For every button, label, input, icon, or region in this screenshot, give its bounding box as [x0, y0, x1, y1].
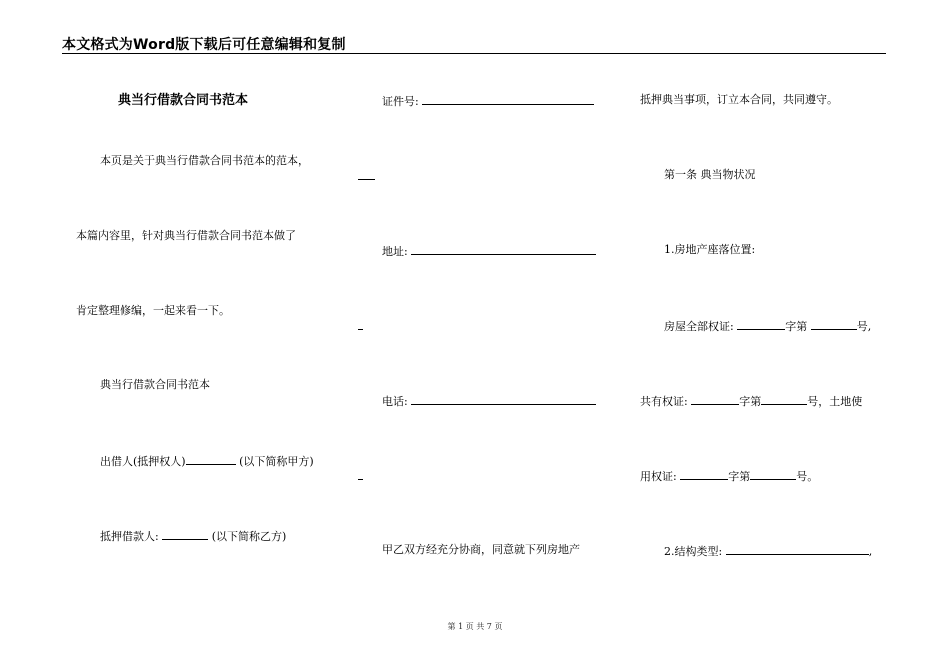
ownership-suffix: 号,	[856, 320, 872, 333]
negotiation-text: 甲乙双方经充分协商，同意就下列房地产	[382, 543, 580, 556]
borrower-line	[100, 528, 286, 544]
phone-blank	[411, 393, 596, 405]
intro-line-1: 本页是关于典当行借款合同书范本的范本，	[100, 154, 309, 167]
structure-type-blank	[726, 543, 869, 555]
coownership-line	[640, 393, 862, 409]
borrower-label: 抵押借款人:	[100, 530, 159, 543]
land-use-blank-1	[680, 468, 728, 480]
ownership-certificate-line	[664, 318, 871, 334]
phone-label: 电话:	[382, 395, 408, 408]
id-number-blank	[422, 93, 594, 105]
phone-line	[382, 393, 596, 409]
lender-label: 出借人(抵押权人)	[100, 455, 186, 468]
page-footer: 第 1 页 共 7 页	[447, 622, 503, 631]
column-1	[0, 0, 340, 672]
continuation-dash	[358, 479, 363, 480]
lender-blank	[186, 453, 236, 465]
structure-type-line	[664, 543, 872, 559]
property-location: 1.房地产座落位置:	[664, 243, 756, 256]
borrower-note: (以下简称乙方)	[211, 530, 287, 543]
coownership-mid: 字第	[739, 395, 762, 408]
coownership-blank-2	[761, 393, 807, 405]
continuation-dash	[358, 179, 375, 180]
structure-type-suffix: ,	[868, 545, 873, 558]
land-use-blank-2	[750, 468, 796, 480]
borrower-blank	[162, 528, 208, 540]
coownership-suffix: 号，土地使	[807, 395, 863, 408]
intro-continuation: 抵押典当事项，订立本合同，共同遵守。	[640, 93, 838, 106]
structure-type-label: 2.结构类型:	[664, 545, 723, 558]
address-line	[382, 243, 596, 259]
address-label: 地址:	[382, 245, 408, 258]
article-1-heading: 第一条 典当物状况	[664, 168, 756, 181]
land-use-mid: 字第	[728, 470, 751, 483]
address-blank	[411, 243, 596, 255]
column-3	[620, 0, 920, 672]
intro-line-3: 肯定整理修编，一起来看一下。	[76, 304, 230, 317]
contract-subtitle: 典当行借款合同书范本	[100, 378, 210, 391]
intro-line-2: 本篇内容里，针对典当行借款合同书范本做了	[76, 229, 296, 242]
id-number-label: 证件号:	[382, 95, 419, 108]
lender-note: (以下简称甲方)	[239, 455, 314, 468]
id-number-line	[382, 93, 594, 109]
continuation-dash	[358, 329, 363, 330]
ownership-label: 房屋全部权证:	[664, 320, 734, 333]
lender-line	[100, 453, 314, 469]
land-use-line	[640, 468, 818, 484]
coownership-blank-1	[691, 393, 739, 405]
document-title: 典当行借款合同书范本	[118, 93, 249, 108]
coownership-label: 共有权证:	[640, 395, 688, 408]
ownership-blank-1	[737, 318, 785, 330]
column-2	[340, 0, 620, 672]
ownership-mid: 字第	[785, 320, 808, 333]
land-use-label: 用权证:	[640, 470, 677, 483]
document-header-title: 本文格式为Word版下载后可任意编辑和复制	[62, 37, 346, 53]
ownership-blank-2	[811, 318, 857, 330]
land-use-suffix: 号。	[796, 470, 819, 483]
